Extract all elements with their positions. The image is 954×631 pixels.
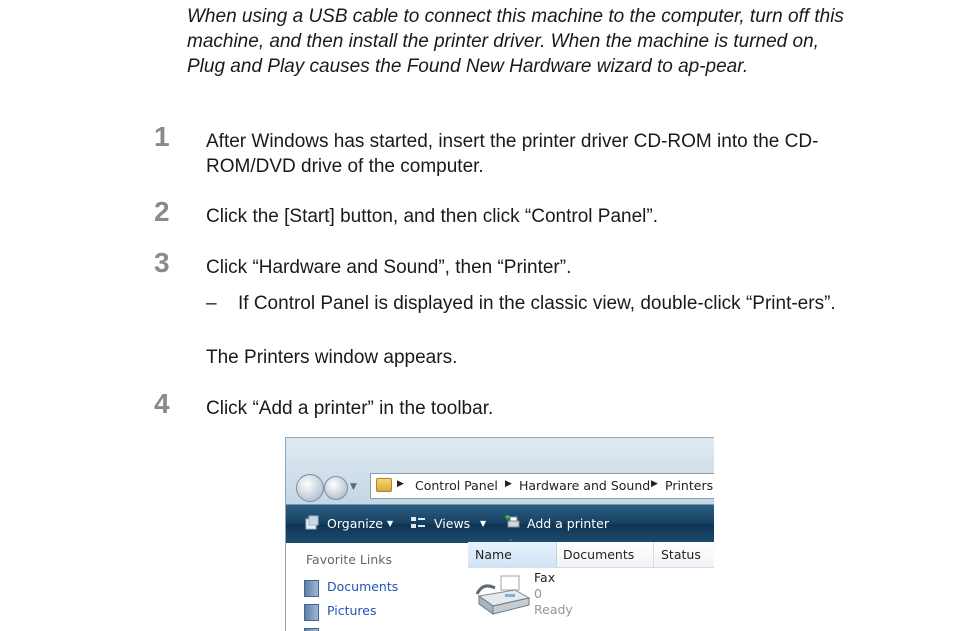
step-number-4: 4	[154, 388, 170, 419]
back-button-icon[interactable]	[296, 474, 324, 502]
favorite-links-heading: Favorite Links	[306, 552, 393, 567]
column-header-row	[468, 539, 714, 568]
nav-dropdown-icon[interactable]: ▼	[350, 482, 357, 492]
pictures-icon	[304, 604, 319, 621]
views-icon	[410, 515, 426, 531]
fax-printer-icon[interactable]	[475, 574, 531, 616]
breadcrumb-arrow-icon[interactable]: ▶	[651, 479, 658, 489]
sort-indicator-icon: ^	[508, 539, 514, 547]
intro-note: When using a USB cable to connect this machine to the computer, turn off this machine, and then install the printer driver. When the machine is turned on, Plug and Play causes the Found New Hardware wizard to ap-pear.	[187, 6, 844, 77]
add-printer-button[interactable]: Add a printer	[527, 516, 610, 531]
step-number-1: 1	[154, 121, 170, 152]
organize-button[interactable]: Organize	[327, 516, 383, 531]
address-bar-area	[286, 438, 714, 504]
folder-icon	[376, 478, 392, 492]
step-text-2: Click the [Start] button, and then click “Control Panel”.	[206, 206, 658, 227]
breadcrumb-arrow-icon[interactable]: ▶	[397, 479, 404, 489]
step-number-3: 3	[154, 247, 170, 278]
breadcrumb-hardware-and-sound[interactable]: Hardware and Sound	[519, 478, 651, 493]
printers-window-screenshot	[285, 437, 714, 631]
documents-column-header[interactable]: Documents	[563, 547, 635, 562]
printer-status: Ready	[534, 602, 573, 617]
breadcrumb-printers[interactable]: Printers	[665, 478, 714, 493]
printer-documents-count: 0	[534, 586, 542, 601]
name-column-label: Name	[475, 547, 512, 562]
step-3-result: The Printers window appears.	[206, 347, 458, 368]
breadcrumb-control-panel[interactable]: Control Panel	[415, 478, 498, 493]
step-number-2: 2	[154, 196, 170, 227]
organize-dropdown-icon[interactable]: ▼	[387, 519, 394, 528]
step-text-3: Click “Hardware and Sound”, then “Printer”.	[206, 257, 572, 278]
address-box[interactable]	[370, 473, 714, 499]
navigation-pane	[292, 546, 466, 631]
status-column-header[interactable]: Status	[661, 547, 701, 562]
breadcrumb-arrow-icon[interactable]: ▶	[505, 479, 512, 489]
favorite-link-documents[interactable]: Documents	[327, 579, 399, 594]
name-column-header[interactable]	[468, 539, 557, 567]
forward-button-icon[interactable]	[324, 476, 348, 500]
favorite-link-pictures[interactable]: Pictures	[327, 603, 377, 618]
views-dropdown-icon[interactable]: ▼	[480, 519, 487, 528]
bullet-dash: –	[206, 293, 217, 314]
printer-name-fax[interactable]: Fax	[534, 570, 556, 585]
step-text-1: After Windows has started, insert the printer driver CD-ROM into the CD-ROM/DVD drive of the computer.	[206, 131, 819, 177]
command-toolbar	[286, 504, 714, 543]
step-3-substep: If Control Panel is displayed in the classic view, double-click “Print-ers”.	[238, 293, 836, 314]
organize-icon	[304, 515, 320, 531]
add-printer-icon	[505, 515, 521, 531]
views-button[interactable]: Views	[434, 516, 471, 531]
step-text-4: Click “Add a printer” in the toolbar.	[206, 398, 494, 419]
column-divider	[653, 542, 654, 567]
documents-icon	[304, 580, 319, 597]
